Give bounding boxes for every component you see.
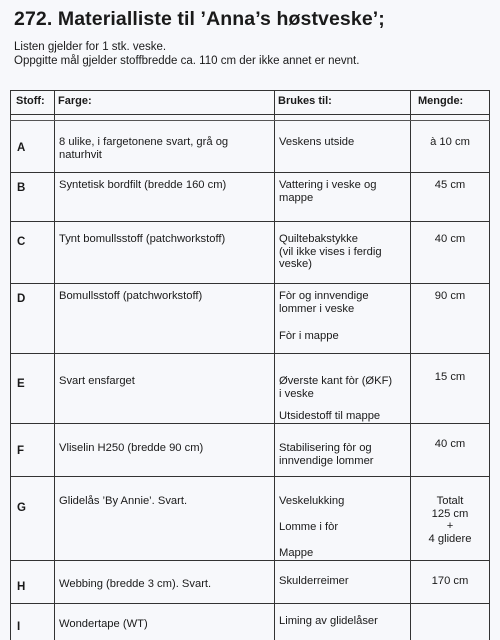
intro-line: Oppgitte mål gjelder stoffbredde ca. 110 cm der ikke annet er nevnt. [14,54,360,67]
row-d-mengde: 90 cm [434,290,466,302]
row-b-mengde: 45 cm [434,179,466,191]
header-brukes: Brukes til: [278,95,332,107]
row-d-brukes-2: Fòr i mappe [279,330,339,342]
row-g-brukes-2: Lomme i fòr [279,521,339,533]
row-g-mengde: 4 glidere [428,532,472,545]
row-c-brukes: veske) [279,258,312,270]
row-h-brukes: Skulderreimer [279,575,349,587]
page-title: 272. Materialliste til ’Anna’s høstveske’; [14,8,385,30]
row-d-brukes: Fòr og innvendige [279,290,369,302]
row-b-farge: Syntetisk bordfilt (bredde 160 cm) [59,179,227,191]
row-h-stoff: H [17,581,26,593]
row-a-brukes: Veskens utside [279,136,355,148]
row-g-farge: Glidelås ’By Annie’. Svart. [59,495,188,507]
row-f-brukes: Stabilisering fòr og [279,442,372,454]
row-b-brukes: Vattering i veske og [279,179,377,191]
row-f-stoff: F [17,445,25,457]
row-a-mengde: à 10 cm [430,136,470,148]
row-i-stoff: I [17,621,21,633]
row-b-brukes: mappe [279,191,314,204]
row-d-stoff: D [17,293,26,305]
row-h-mengde: 170 cm [431,575,469,587]
row-e-mengde: 15 cm [434,371,466,383]
row-c-stoff: C [17,236,26,248]
row-e-stoff: E [17,378,25,390]
row-i-brukes: Liming av glidelåser [279,615,378,627]
header-stoff: Stoff: [16,95,45,107]
row-c-farge: Tynt bomullsstoff (patchworkstoff) [59,233,226,245]
row-e-brukes: i veske [279,387,314,400]
row-i-farge: Wondertape (WT) [59,618,148,630]
row-a-farge: 8 ulike, i fargetonene svart, grå og [59,136,229,148]
row-d-farge: Bomullsstoff (patchworkstoff) [59,290,203,302]
row-f-brukes: innvendige lommer [279,454,374,467]
intro-text [14,41,359,68]
row-g-stoff: G [17,502,26,514]
row-f-mengde: 40 cm [434,438,466,450]
row-e-farge: Svart ensfarget [59,375,135,387]
row-d-brukes: lommer i veske [279,302,355,315]
row-g-mengde: + [446,520,454,532]
row-e-brukes: Øverste kant fòr (ØKF) [279,375,393,387]
row-f-farge: Vliselin H250 (bredde 90 cm) [59,442,204,454]
row-g-brukes: Veskelukking [279,495,345,507]
header-mengde: Mengde: [418,95,464,107]
row-h-farge: Webbing (bredde 3 cm). Svart. [59,578,212,590]
row-e-brukes-2: Utsidestoff til mappe [279,410,381,422]
row-g-brukes-3: Mappe [279,547,314,559]
row-c-brukes: Quiltebakstykke [279,233,358,245]
row-g-mengde: 125 cm [431,507,469,520]
intro-line: Listen gjelder for 1 stk. veske. [14,41,167,53]
header-farge: Farge: [58,95,92,107]
row-b-stoff: B [17,182,26,194]
row-c-mengde: 40 cm [434,233,466,245]
row-a-stoff: A [17,142,26,154]
row-g-mengde: Totalt [436,495,464,507]
row-c-brukes: (vil ikke vises i ferdig [279,245,382,258]
materials-table [10,90,490,640]
row-a-farge: naturhvit [59,148,102,161]
